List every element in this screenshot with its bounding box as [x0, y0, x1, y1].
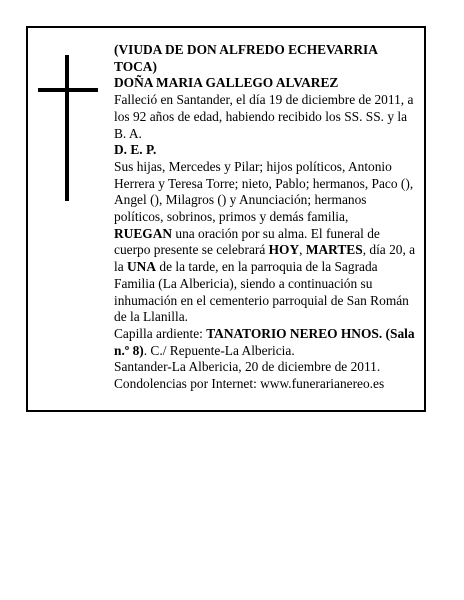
funeral-home-address: . C./ Repuente-La Albericia.: [143, 342, 295, 358]
hoy-word: HOY: [268, 242, 300, 258]
martes-word: MARTES: [305, 242, 363, 258]
family-paragraph: Sus hijas, Mercedes y Pilar; hijos políticos, Antonio Herrera y Teresa Torre; nieto, Pablo; hermanos, Paco (), Angel (), Milagros () y Anunciación; hermanos políticos, sobrinos, primos y demás familia,: [114, 158, 414, 225]
cross-horizontal-bar: [38, 88, 98, 92]
cross-vertical-bar: [65, 55, 69, 201]
cross-icon: [38, 55, 100, 201]
death-paragraph: Falleció en Santander, el día 19 de diciembre de 2011, a los 92 años de edad, habiendo recibido los SS. SS. y la B. A.: [114, 92, 414, 141]
funeral-text-1: una oración por su alma. El funeral de cuerpo presente se celebrará: [114, 225, 380, 258]
funeral-paragraph: [114, 226, 419, 326]
chapel-paragraph: [114, 326, 419, 359]
una-word: UNA: [127, 259, 157, 275]
widow-header: (VIUDA DE DON ALFREDO ECHEVARRIA TOCA): [114, 42, 378, 74]
funeral-text-3: de la tarde, en la parroquia de la Sagrada Familia (La Albericia), siendo a continuación su inhumación en el cementerio parroquial de San Román de la Llanilla.: [114, 259, 409, 325]
notice-text: [114, 42, 419, 393]
obituary-notice: [26, 26, 426, 412]
funeral-text-2: , día 20, a la: [114, 242, 416, 275]
place-date-line: Santander-La Albericia, 20 de diciembre de 2011.: [114, 359, 381, 375]
condolences-line: Condolencias por Internet: www.funerarianereo.es: [114, 376, 385, 392]
dep-line: D. E. P.: [114, 142, 157, 158]
deceased-name: DOÑA MARIA GALLEGO ALVAREZ: [114, 75, 339, 91]
funeral-comma: ,: [299, 242, 306, 258]
chapel-label: Capilla ardiente:: [114, 325, 207, 341]
ruegan-word: RUEGAN: [114, 225, 173, 241]
funeral-home-name: TANATORIO NEREO HNOS. (Sala n.º 8): [114, 325, 415, 358]
